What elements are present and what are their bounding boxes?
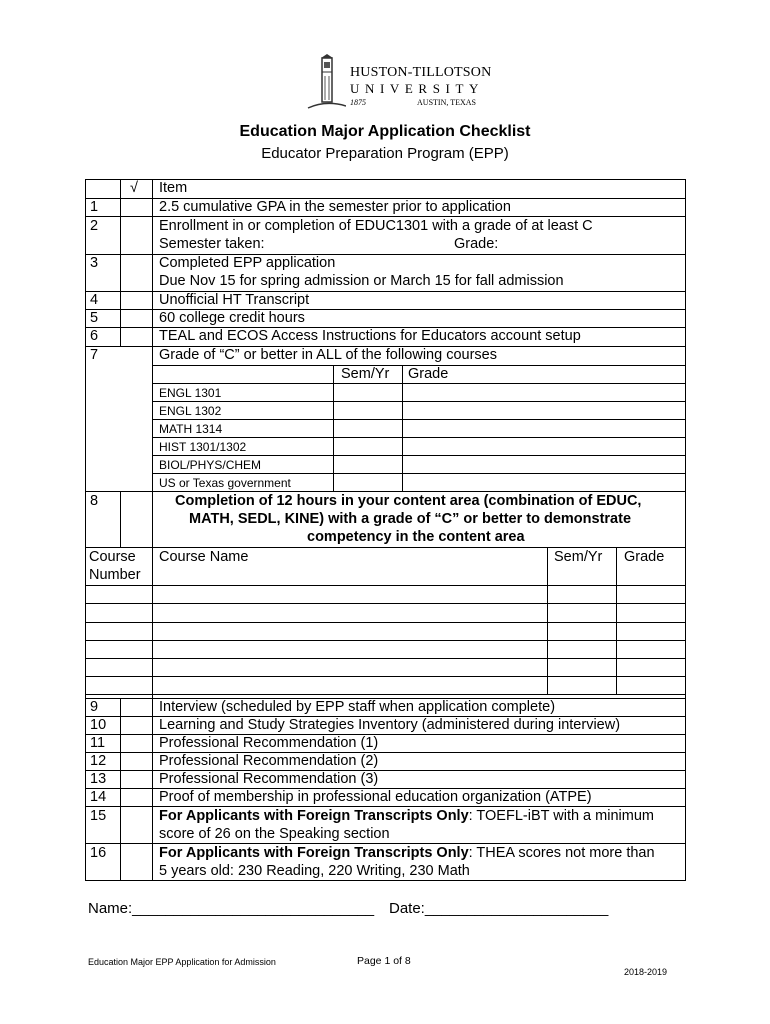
check-column-header: √ [130,180,138,196]
item-number: 11 [90,735,106,751]
item-number: 6 [90,328,99,344]
item8-text-line3: competency in the content area [307,529,525,545]
item8-text-line2: MATH, SEDL, KINE) with a grade of “C” or better to demonstrate [189,511,632,527]
item16-rest: : THEA scores not more than [468,845,655,861]
item16-bold: For Applicants with Foreign Transcripts Only [159,845,469,861]
item-number: 5 [90,310,99,326]
date-field[interactable]: Date:______________________ [389,900,609,917]
item-column-header: Item [159,180,188,196]
item-number: 7 [90,347,99,363]
course-number-header-line2: Number [89,567,141,583]
item-text: Professional Recommendation (3) [159,771,379,787]
course-name-header: Course Name [159,549,249,565]
item-number: 3 [90,255,99,271]
item15-bold: For Applicants with Foreign Transcripts Only [159,808,469,824]
page-title: Education Major Application Checklist [239,123,531,140]
item-number: 1 [90,199,99,215]
course-row: HIST 1301/1302 [159,440,247,454]
item-text: TEAL and ECOS Access Instructions for Educators account setup [159,328,581,344]
item-text-line2: Due Nov 15 for spring admission or March 15 for fall admission [159,273,564,289]
course-row: BIOL/PHYS/CHEM [159,458,262,472]
item-number: 16 [90,845,107,861]
page-number: Page 1 of 8 [357,955,411,967]
logo-year: 1875 [350,98,366,107]
item-text: Enrollment in or completion of EDUC1301 with a grade of at least C [159,218,593,234]
item-number: 8 [90,493,99,509]
item-number: 4 [90,292,99,308]
item-text: 60 college credit hours [159,310,305,326]
courses-grade-header: Grade [408,366,449,382]
item-number: 2 [90,218,99,234]
item-text: Grade of “C” or better in ALL of the following courses [159,347,497,363]
course-row: US or Texas government [159,476,291,490]
item-text: Learning and Study Strategies Inventory (administered during interview) [159,717,621,733]
content-grade-header: Grade [624,549,665,565]
item-text: Unofficial HT Transcript [159,292,310,308]
item15-text-line2: score of 26 on the Speaking section [159,826,390,842]
content-semyr-header: Sem/Yr [554,549,603,565]
tower-logo-icon [306,54,346,110]
item-text: Professional Recommendation (2) [159,753,379,769]
item-text: 2.5 cumulative GPA in the semester prior to application [159,199,511,215]
course-row: ENGL 1302 [159,404,222,418]
item-text: Proof of membership in professional education organization (ATPE) [159,789,592,805]
item-number: 12 [90,753,107,769]
name-field[interactable]: Name:_____________________________ [88,900,375,917]
logo-name-line: HUSTON-TILLOTSON [350,65,492,80]
item8-text-line1: Completion of 12 hours in your content area (combination of EDUC, [175,493,642,509]
item-text: Professional Recommendation (1) [159,735,379,751]
item-number: 9 [90,699,99,715]
item-number: 15 [90,808,107,824]
item16-text [159,845,655,862]
item16-text-line2: 5 years old: 230 Reading, 220 Writing, 230 Math [159,863,470,879]
courses-semyr-header: Sem/Yr [341,366,390,382]
logo-university-line: UNIVERSITY [350,81,484,96]
course-row: MATH 1314 [159,422,223,436]
item15-text [159,808,654,825]
course-number-header: Course [89,549,136,565]
logo-location: AUSTIN, TEXAS [417,98,476,107]
item-number: 10 [90,717,107,733]
grade-label: Grade: [454,236,499,252]
item15-rest: : TOEFL-iBT with a minimum [468,808,654,824]
footer-document-title: Education Major EPP Application for Admission [88,957,276,967]
item-number: 13 [90,771,107,787]
footer-year: 2018-2019 [624,967,668,977]
university-logo [306,54,492,112]
checklist-table [85,179,686,881]
item-text: Interview (scheduled by EPP staff when application complete) [159,699,556,715]
item-text: Completed EPP application [159,255,336,271]
item-number: 14 [90,789,107,805]
page-subtitle: Educator Preparation Program (EPP) [261,145,509,162]
semester-taken-label: Semester taken: [159,236,265,252]
course-row: ENGL 1301 [159,386,222,400]
